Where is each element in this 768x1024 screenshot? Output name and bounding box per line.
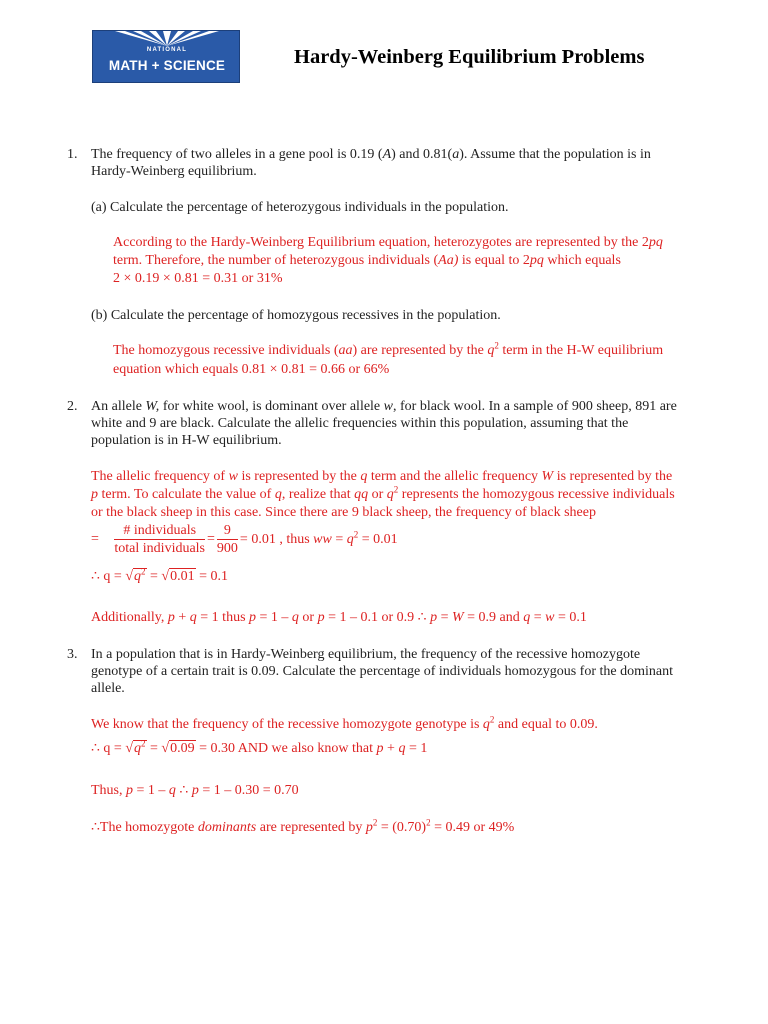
q1-part-a: (a) Calculate the percentage of heterozygous individuals in the population.: [91, 200, 509, 215]
q1a-answer-line2: term. Therefore, the number of heterozygous individuals (Aa) is equal to 2pq which equals: [113, 253, 621, 268]
national-math-science-logo: [92, 30, 240, 83]
equation-result: = 0.01 , thus ww = $q^2 = 0.01$: [239, 529, 398, 547]
q1-part-b: (b) Calculate the percentage of homozygous recessives in the population.: [91, 308, 501, 323]
q1b-answer-line1: The homozygous recessive individuals (aa) are represented by the $q^2$ term in the H-W equilibrium: [113, 340, 664, 358]
q2-answer-line1: The allelic frequency of w is represented by the q term and the allelic frequency W is represented by the: [91, 469, 673, 484]
sunburst-icon: [93, 31, 240, 83]
q3-thus-line: Thus, p = 1 – q ∴ p = 1 – 0.30 = 0.70: [91, 783, 299, 798]
radicand-value: 0.01: [170, 569, 195, 584]
fraction-numerator: 9: [223, 523, 231, 538]
q2-frequency-equation: [91, 522, 398, 557]
fraction-numerator: # individuals: [123, 523, 197, 538]
fraction-nine-over-nine-hundred: [217, 522, 238, 557]
q1b-answer-line2: equation which equals 0.81 × 0.81 = 0.66 or 66%: [113, 362, 390, 377]
therefore-q-equals: ∴ q =: [91, 741, 126, 756]
therefore-q-equals: ∴ q =: [91, 569, 126, 584]
q1a-answer-line1: According to the Hardy-Weinberg Equilibrium equation, heterozygotes are represented by the 2pq: [113, 235, 663, 250]
q2-answer-line2: p term. To calculate the value of q, realize that qq or $q^2$ represents the homozygous recessive individuals: [91, 484, 675, 502]
q2-text-line3: population is in H-W equilibrium.: [91, 433, 282, 448]
q3-text-line1: In a population that is in Hardy-Weinberg equilibrium, the frequency of the recessive homozygote: [91, 647, 641, 662]
radicand-q-squared: $q^2$: [134, 566, 146, 584]
fraction-denominator: 900: [216, 541, 238, 556]
q3-answer-line1: We know that the frequency of the recessive homozygote genotype is $q^2$ and equal to 0.09.: [91, 714, 598, 732]
q2-number: 2.: [67, 399, 78, 414]
equals-sign: =: [91, 531, 99, 547]
q1-text-line1: The frequency of two alleles in a gene pool is 0.19 (A) and 0.81(a). Assume that the population is in: [91, 147, 651, 162]
fraction-individuals: [114, 522, 205, 557]
radicand-q-squared: $q^2$: [134, 738, 146, 756]
q2-text-line2: white and 9 are black. Calculate the allelic frequencies within this population, assuming that the: [91, 416, 629, 431]
equals-sign: =: [146, 569, 162, 584]
radicand-value: 0.09: [170, 741, 195, 756]
q3-text-line3: allele.: [91, 681, 125, 696]
logo-math-science-text: MATH + SCIENCE: [108, 58, 226, 73]
q1a-answer-line3: 2 × 0.19 × 0.81 = 0.31 or 31%: [113, 271, 283, 286]
fraction-denominator: total individuals: [114, 541, 206, 556]
equals-sign: =: [146, 741, 162, 756]
q3-number: 3.: [67, 647, 78, 662]
logo-national-text: NATIONAL: [146, 47, 188, 53]
q2-additionally-line: Additionally, p + q = 1 thus p = 1 – q or p = 1 – 0.1 or 0.9 ∴ p = W = 0.9 and q = w = 0.1: [91, 610, 587, 625]
q2-answer-line3: or the black sheep in this case. Since there are 9 black sheep, the frequency of black sheep: [91, 505, 596, 520]
q3-text-line2: genotype of a certain trait is 0.09. Calculate the percentage of individuals homozygous for the dominant: [91, 664, 673, 679]
q3-sqrt-equation: ∴ $q = √q^2 = √0.09 = 0.30$ AND we also know that p + q = 1: [91, 738, 428, 756]
q2-text-line1: An allele W, for white wool, is dominant over allele w, for black wool. In a sample of 900 sheep, 891 are: [91, 399, 677, 414]
page-title: Hardy-Weinberg Equilibrium Problems: [294, 46, 645, 68]
q3-final-line: ∴The homozygote dominants are represented by $p^2 = (0.70)^2 = 0.49$ or 49%: [91, 817, 515, 835]
sqrt-result: = 0.1: [195, 569, 228, 584]
sqrt-result: = 0.30 AND we also know that p + q = 1: [195, 741, 428, 756]
q1-number: 1.: [67, 147, 78, 162]
q1-text-line2: Hardy-Weinberg equilibrium.: [91, 164, 257, 179]
equals-sign: =: [207, 531, 215, 547]
q2-sqrt-equation: ∴ $q = √q^2 = √0.01 = 0.1$: [91, 566, 228, 584]
